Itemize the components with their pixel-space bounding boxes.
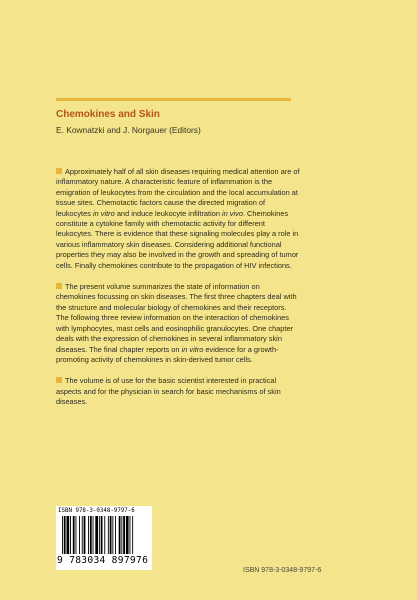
blurb-paragraph <box>56 167 300 271</box>
blurb-paragraph <box>56 376 300 407</box>
square-bullet-icon <box>56 283 62 289</box>
barcode-bar <box>112 516 113 554</box>
barcode-bar <box>108 516 109 554</box>
barcode-bar <box>90 516 92 554</box>
barcode-bars <box>56 516 152 556</box>
barcode-bar <box>123 516 125 554</box>
paragraph-text <box>56 376 281 406</box>
barcode-isbn-label: ISBN 978-3-0348-9797-6 <box>58 508 135 514</box>
text-run: The volume is of use for the basic scientist interested in practical aspects and for the physician in search for basic mechanisms of skin diseases. <box>56 376 281 407</box>
square-bullet-icon <box>56 377 62 383</box>
barcode-bar <box>110 516 112 554</box>
barcode-bar <box>76 516 77 554</box>
barcode-bar <box>126 516 129 554</box>
barcode-bar <box>93 516 94 554</box>
barcode-bar <box>104 516 105 554</box>
barcode-bar <box>95 516 98 554</box>
barcode-bar <box>84 516 86 554</box>
text-run: evidence for a growth-promoting activity of chemokines in skin-derived tumor cells. <box>56 344 279 364</box>
barcode-bar <box>62 516 63 554</box>
barcode-bar <box>99 516 100 554</box>
text-run: . Chemokines constitute a cytokine family with chemotactic activity for different leukocytes. There is evidence that these signaling molecules play a role in various inflammatory skin diseases. Considering additional functional properties they may also be involved in the growth and spreading of tumor cells. Finally chemokines contribute to the propagation of HIV infections. <box>56 208 299 270</box>
text-run: The present volume summarizes the state of information on chemokines focussing on skin diseases. The first three chapters deal with the structure and molecular biology of chemokines and their receptors. The following three review information on the interaction of chemokines with lymphocytes, mast cells and eosinophilic granulocytes. One chapter deals with the expression of chemokines in several inflammatory skin diseases. The final chapter reports on <box>56 282 297 354</box>
barcode-bar <box>130 516 131 554</box>
barcode-bar <box>115 516 116 554</box>
barcode <box>56 506 152 570</box>
blurb <box>56 167 300 419</box>
isbn-text: ISBN 978-3-0348-9797-6 <box>243 567 322 574</box>
paragraph-text <box>56 167 300 270</box>
italic-text: in vitro <box>181 344 204 354</box>
barcode-bar <box>119 516 121 554</box>
barcode-bar <box>79 516 80 554</box>
paragraph-text <box>56 282 297 364</box>
text-run: Approximately half of all skin diseases requiring medical attention are of inflammatory nature. A characteristic feature of inflammation is the emigration of leukocytes from the circulation and the local accumulation at tissue sites. Chemotactic factors cause the directed migration of leukocytes <box>56 167 300 218</box>
barcode-bar <box>101 516 103 554</box>
barcode-bar <box>121 516 122 554</box>
barcode-bar <box>70 516 71 554</box>
blurb-paragraph <box>56 282 300 365</box>
book-title: Chemokines and Skin <box>56 109 160 120</box>
accent-rule <box>56 98 291 101</box>
barcode-bar <box>64 516 66 554</box>
book-editors: E. Kownatzki and J. Norgauer (Editors) <box>56 125 201 135</box>
barcode-bar <box>73 516 75 554</box>
barcode-digits: 9 783034 897976 <box>57 555 149 566</box>
text-run: and induce leukocyte infiltration <box>114 208 222 218</box>
barcode-bar <box>88 516 89 554</box>
barcode-bar <box>132 516 133 554</box>
barcode-bar <box>82 516 83 554</box>
italic-text: in vivo <box>222 208 243 218</box>
square-bullet-icon <box>56 168 62 174</box>
barcode-bar <box>67 516 70 554</box>
italic-text: in vitro <box>92 208 115 218</box>
